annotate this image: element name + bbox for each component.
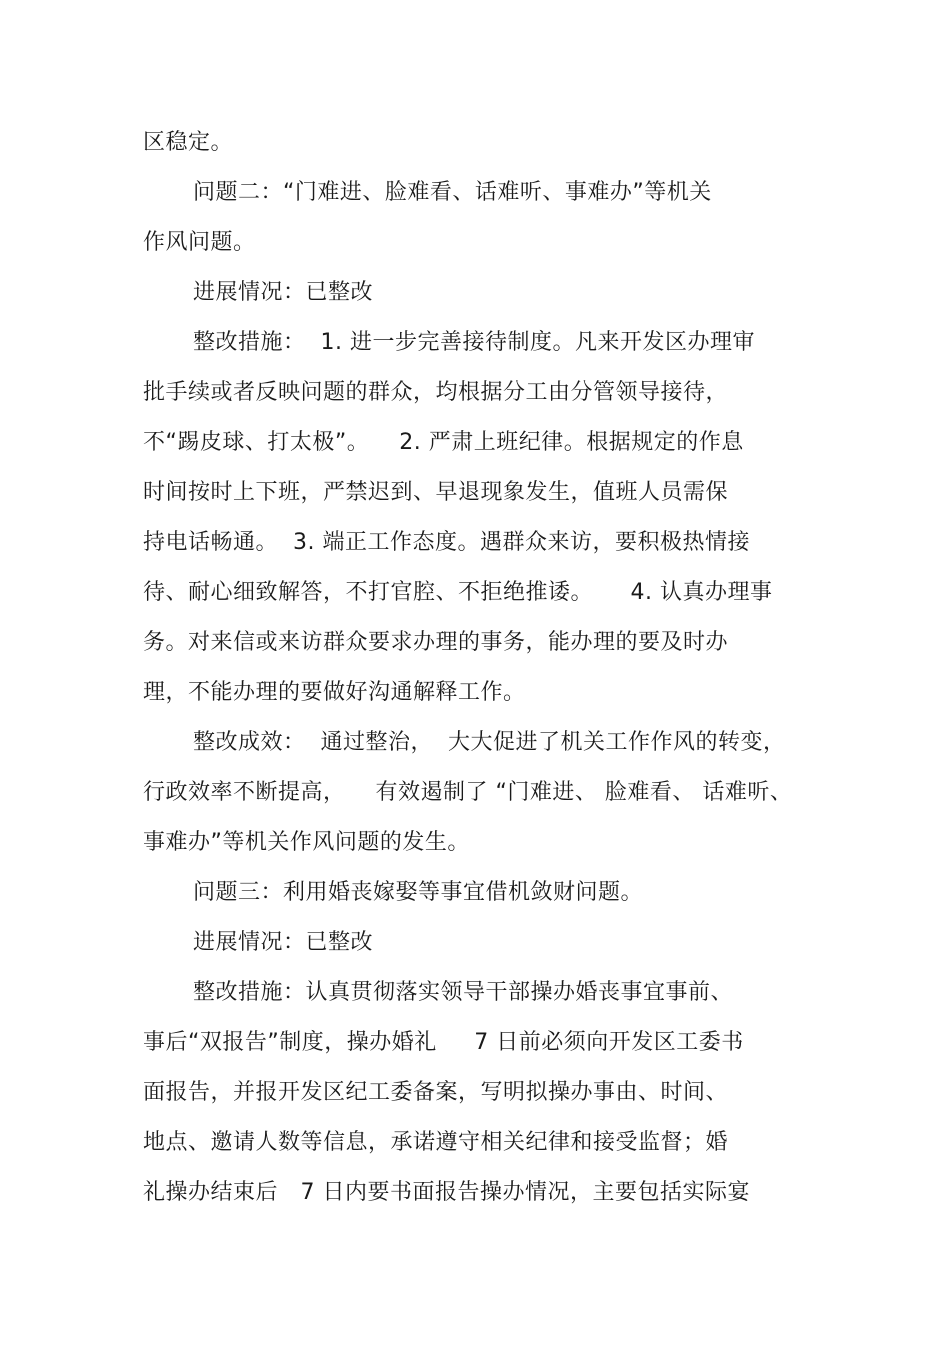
- text-line: 整改措施：认真贯彻落实领导干部操办婚丧事宜事前、: [193, 980, 734, 1005]
- text-line: 整改成效： 通过整治， 大大促进了机关工作作风的转变，: [193, 730, 786, 755]
- text-line: 面报告，并报开发区纪工委备案，写明拟操办事由、时间、: [143, 1080, 729, 1105]
- text-line: 批手续或者反映问题的群众，均根据分工由分管领导接待，: [143, 380, 729, 405]
- text-line: 不“踢皮球、打太极”。 2. 严肃上班纪律。根据规定的作息: [143, 430, 744, 455]
- text-line: 礼操办结束后 7 日内要书面报告操办情况，主要包括实际宴: [143, 1180, 750, 1205]
- text-line: 待、耐心细致解答，不打官腔、不拒绝推诿。 4. 认真办理事: [143, 580, 773, 605]
- text-line: 地点、邀请人数等信息，承诺遵守相关纪律和接受监督；婚: [143, 1130, 729, 1155]
- text-line: 问题三：利用婚丧嫁娶等事宜借机敛财问题。: [193, 880, 644, 905]
- text-line: 行政效率不断提高， 有效遏制了 “门难进、 脸难看、 话难听、: [143, 780, 793, 805]
- text-line: 进展情况：已整改: [193, 930, 374, 955]
- text-line: 事难办”等机关作风问题的发生。: [143, 830, 470, 855]
- text-line: 问题二：“门难进、脸难看、话难听、事难办”等机关: [193, 180, 712, 205]
- text-line: 进展情况：已整改: [193, 280, 374, 305]
- text-line: 事后“双报告”制度，操办婚礼 7 日前必须向开发区工委书: [143, 1030, 744, 1055]
- text-line: 务。对来信或来访群众要求办理的事务，能办理的要及时办: [143, 630, 729, 655]
- text-line: 理，不能办理的要做好沟通解释工作。: [143, 680, 526, 705]
- text-line: 整改措施： 1. 进一步完善接待制度。凡来开发区办理审: [193, 330, 755, 355]
- text-line: 时间按时上下班，严禁迟到、早退现象发生，值班人员需保: [143, 480, 729, 505]
- text-line: 持电话畅通。 3. 端正工作态度。遇群众来访，要积极热情接: [143, 530, 750, 555]
- text-line: 区稳定。: [143, 130, 234, 155]
- text-line: 作风问题。: [143, 230, 256, 255]
